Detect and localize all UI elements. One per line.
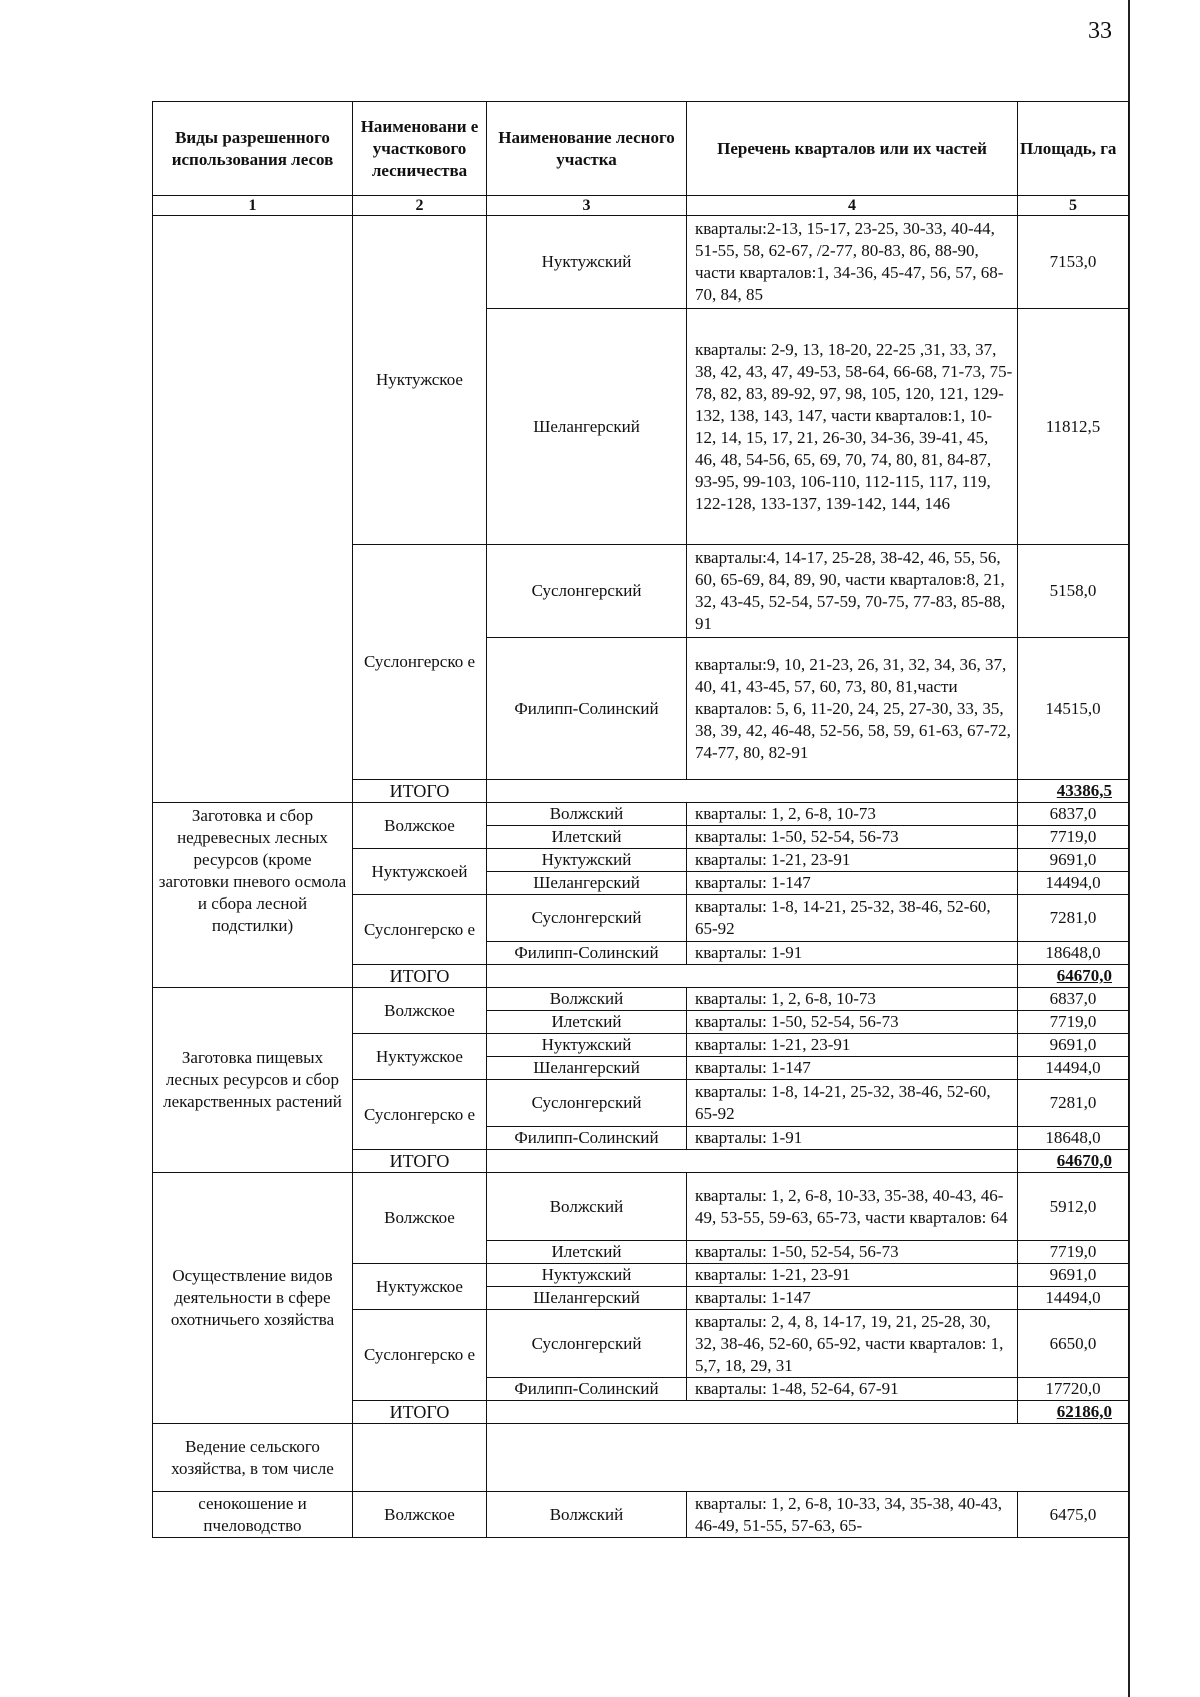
use-type-cell: Заготовка и сбор недревесных лесных ресурсов (кроме заготовки пневого осмола и сбора лесной подстилки) (153, 803, 353, 988)
header-num-5: 5 (1018, 196, 1129, 216)
header-row (153, 102, 1129, 196)
plot-cell: Шелангерский (487, 1057, 687, 1080)
quarters-cell: кварталы: 1, 2, 6-8, 10-33, 34, 35-38, 40-43, 46-49, 51-55, 57-63, 65- (687, 1492, 1018, 1538)
quarters-cell: кварталы: 1-147 (687, 1287, 1018, 1310)
quarters-cell: кварталы: 1-21, 23-91 (687, 1034, 1018, 1057)
plot-cell: Волжский (487, 803, 687, 826)
total-empty (487, 1150, 1018, 1173)
table-row (153, 216, 1129, 309)
area-cell: 9691,0 (1018, 849, 1129, 872)
plot-cell: Суслонгерский (487, 1310, 687, 1378)
forestry-cell: Нуктужское (353, 1034, 487, 1080)
quarters-cell: кварталы:2-13, 15-17, 23-25, 30-33, 40-44, 51-55, 58, 62-67, /2-77, 80-83, 86, 88-90, части кварталов:1, 34-36, 45-47, 56, 57, 68-70, 84, 85 (687, 216, 1018, 309)
plot-cell: Волжский (487, 1492, 687, 1538)
total-label: ИТОГО (353, 780, 487, 803)
plot-cell: Шелангерский (487, 309, 687, 545)
section-empty (487, 1424, 1129, 1492)
quarters-cell: кварталы: 1-147 (687, 872, 1018, 895)
plot-cell: Суслонгерский (487, 895, 687, 942)
area-cell: 7719,0 (1018, 826, 1129, 849)
area-cell: 14494,0 (1018, 1287, 1129, 1310)
use-type-cell: Заготовка пищевых лесных ресурсов и сбор лекарственных растений (153, 988, 353, 1173)
total-value: 64670,0 (1018, 965, 1129, 988)
quarters-cell: кварталы: 1-50, 52-54, 56-73 (687, 826, 1018, 849)
forestry-cell: Волжское (353, 803, 487, 849)
table-row (153, 988, 1129, 1011)
area-cell: 7153,0 (1018, 216, 1129, 309)
forestry-cell: Нуктужское (353, 216, 487, 545)
total-empty (487, 965, 1018, 988)
quarters-cell: кварталы: 1-8, 14-21, 25-32, 38-46, 52-60, 65-92 (687, 1080, 1018, 1127)
header-use-types: Виды разрешенного использования лесов (153, 102, 353, 196)
plot-cell: Волжский (487, 988, 687, 1011)
area-cell: 7281,0 (1018, 895, 1129, 942)
forestry-cell: Суслонгерско е (353, 1310, 487, 1401)
plot-cell: Илетский (487, 1011, 687, 1034)
forestry-cell: Нуктужское (353, 1264, 487, 1310)
plot-cell: Нуктужский (487, 849, 687, 872)
plot-cell: Илетский (487, 1241, 687, 1264)
quarters-cell: кварталы: 1-147 (687, 1057, 1018, 1080)
plot-cell: Филипп-Солинский (487, 1378, 687, 1401)
plot-cell: Шелангерский (487, 1287, 687, 1310)
forestry-cell: Волжское (353, 988, 487, 1034)
area-cell: 7719,0 (1018, 1241, 1129, 1264)
quarters-cell: кварталы: 1-21, 23-91 (687, 1264, 1018, 1287)
area-cell: 6837,0 (1018, 803, 1129, 826)
header-plot: Наименование лесного участка (487, 102, 687, 196)
plot-cell: Нуктужский (487, 1034, 687, 1057)
header-num-2: 2 (353, 196, 487, 216)
area-cell: 14515,0 (1018, 638, 1129, 780)
plot-cell: Илетский (487, 826, 687, 849)
area-cell: 7719,0 (1018, 1011, 1129, 1034)
area-cell: 14494,0 (1018, 1057, 1129, 1080)
area-cell: 5912,0 (1018, 1173, 1129, 1241)
plot-cell: Волжский (487, 1173, 687, 1241)
plot-cell: Суслонгерский (487, 545, 687, 638)
header-forestry: Наименовани е участкового лесничества (353, 102, 487, 196)
quarters-cell: кварталы: 1-50, 52-54, 56-73 (687, 1011, 1018, 1034)
quarters-cell: кварталы: 1-91 (687, 1127, 1018, 1150)
forestry-cell: Нуктужскоей (353, 849, 487, 895)
total-label: ИТОГО (353, 965, 487, 988)
header-num-1: 1 (153, 196, 353, 216)
area-cell: 18648,0 (1018, 942, 1129, 965)
quarters-cell: кварталы: 2, 4, 8, 14-17, 19, 21, 25-28, 30, 32, 38-46, 52-60, 65-92, части кварталов: 1, 5,7, 18, 29, 31 (687, 1310, 1018, 1378)
forestry-cell: Волжское (353, 1173, 487, 1264)
forestry-cell: Суслонгерско е (353, 545, 487, 780)
total-value: 43386,5 (1018, 780, 1129, 803)
table-row (153, 1173, 1129, 1241)
area-cell: 17720,0 (1018, 1378, 1129, 1401)
plot-cell: Нуктужский (487, 216, 687, 309)
quarters-cell: кварталы:9, 10, 21-23, 26, 31, 32, 34, 36, 37, 40, 41, 43-45, 57, 60, 73, 80, 81,части кварталов: 5, 6, 11-20, 24, 25, 27-30, 33, 35, 38, 39, 42, 46-48, 52-56, 58, 59, 61-63, 67-72, 74-77, 80, 82-91 (687, 638, 1018, 780)
page-number: 33 (1088, 18, 1112, 44)
table-row (153, 1492, 1129, 1538)
quarters-cell: кварталы: 1-91 (687, 942, 1018, 965)
header-number-row (153, 196, 1129, 216)
quarters-cell: кварталы: 1-50, 52-54, 56-73 (687, 1241, 1018, 1264)
total-empty (487, 780, 1018, 803)
area-cell: 6837,0 (1018, 988, 1129, 1011)
quarters-cell: кварталы: 1-48, 52-64, 67-91 (687, 1378, 1018, 1401)
header-num-3: 3 (487, 196, 687, 216)
plot-cell: Филипп-Солинский (487, 638, 687, 780)
area-cell: 9691,0 (1018, 1034, 1129, 1057)
quarters-cell: кварталы: 1-21, 23-91 (687, 849, 1018, 872)
forestry-cell: Суслонгерско е (353, 1080, 487, 1150)
total-value: 62186,0 (1018, 1401, 1129, 1424)
plot-cell: Филипп-Солинский (487, 942, 687, 965)
quarters-cell: кварталы: 1, 2, 6-8, 10-73 (687, 988, 1018, 1011)
plot-cell: Филипп-Солинский (487, 1127, 687, 1150)
forestry-cell: Суслонгерско е (353, 895, 487, 965)
forestry-cell: Волжское (353, 1492, 487, 1538)
forest-use-table (152, 101, 1129, 1538)
total-empty (487, 1401, 1018, 1424)
quarters-cell: кварталы: 1, 2, 6-8, 10-33, 35-38, 40-43, 46-49, 53-55, 59-63, 65-73, части кварталов: 64 (687, 1173, 1018, 1241)
header-quarters: Перечень кварталов или их частей (687, 102, 1018, 196)
header-num-4: 4 (687, 196, 1018, 216)
area-cell: 11812,5 (1018, 309, 1129, 545)
forestry-cell-empty (353, 1424, 487, 1492)
use-type-cell: Осуществление видов деятельности в сфере охотничьего хозяйства (153, 1173, 353, 1424)
use-type-cell: Ведение сельского хозяйства, в том числе (153, 1424, 353, 1492)
quarters-cell: кварталы: 1, 2, 6-8, 10-73 (687, 803, 1018, 826)
area-cell: 5158,0 (1018, 545, 1129, 638)
total-label: ИТОГО (353, 1150, 487, 1173)
total-value: 64670,0 (1018, 1150, 1129, 1173)
area-cell: 14494,0 (1018, 872, 1129, 895)
area-cell: 9691,0 (1018, 1264, 1129, 1287)
area-cell: 6475,0 (1018, 1492, 1129, 1538)
area-cell: 18648,0 (1018, 1127, 1129, 1150)
quarters-cell: кварталы: 2-9, 13, 18-20, 22-25 ,31, 33, 37, 38, 42, 43, 47, 49-53, 58-64, 66-68, 71-73, 75-78, 82, 83, 89-92, 97, 98, 105, 120, 121, 129-132, 138, 143, 147, части кварталов:1, 10-12, 14, 15, 17, 21, 26-30, 34-36, 39-41, 45, 46, 48, 54-56, 65, 69, 70, 74, 80, 81, 84-87, 93-95, 99-103, 106-110, 112-115, 117, 119, 122-128, 133-137, 139-142, 144, 146 (687, 309, 1018, 545)
quarters-cell: кварталы:4, 14-17, 25-28, 38-42, 46, 55, 56, 60, 65-69, 84, 89, 90, части кварталов:8, 21, 32, 43-45, 52-54, 57-59, 70-75, 77-83, 85-88, 91 (687, 545, 1018, 638)
plot-cell: Нуктужский (487, 1264, 687, 1287)
use-type-cell-empty (153, 216, 353, 803)
table-row (153, 1424, 1129, 1492)
plot-cell: Шелангерский (487, 872, 687, 895)
use-type-cell: сенокошение и пчеловодство (153, 1492, 353, 1538)
total-label: ИТОГО (353, 1401, 487, 1424)
header-area: Площадь, га (1018, 102, 1129, 196)
table-row (153, 803, 1129, 826)
plot-cell: Суслонгерский (487, 1080, 687, 1127)
quarters-cell: кварталы: 1-8, 14-21, 25-32, 38-46, 52-60, 65-92 (687, 895, 1018, 942)
area-cell: 6650,0 (1018, 1310, 1129, 1378)
area-cell: 7281,0 (1018, 1080, 1129, 1127)
